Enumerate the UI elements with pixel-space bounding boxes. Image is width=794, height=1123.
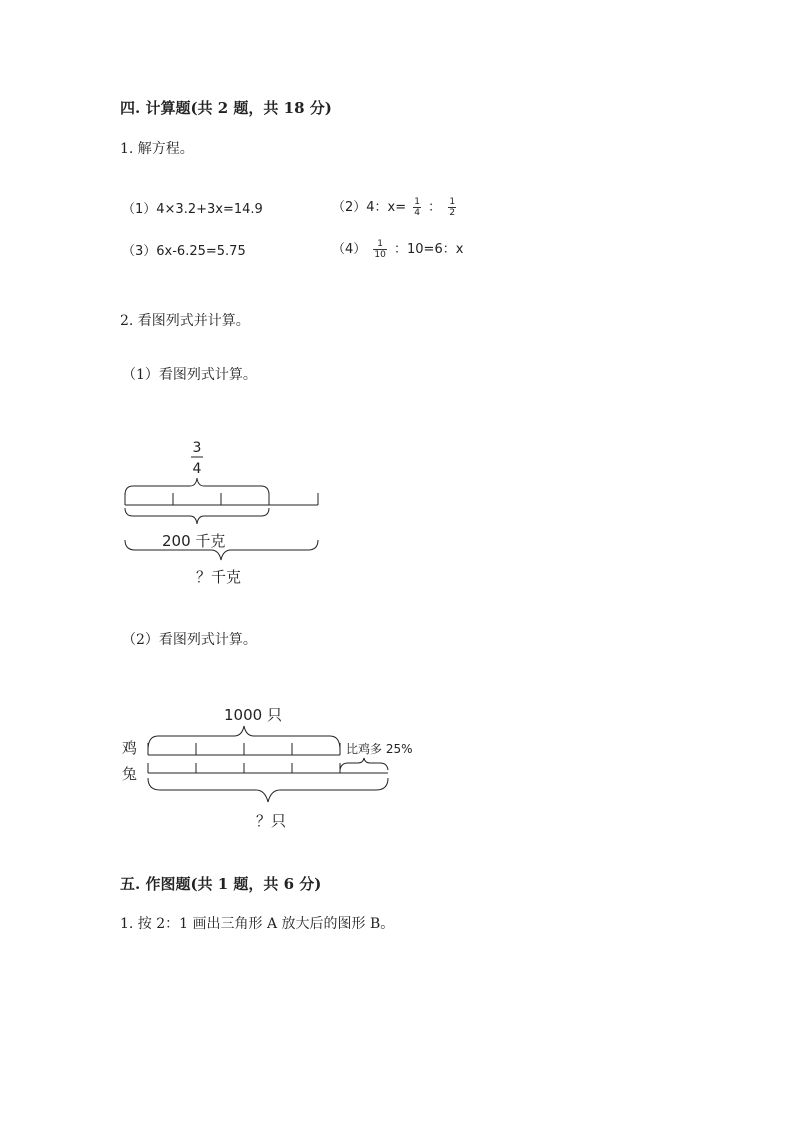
q2-sub1-title: （1）看图列式计算。: [122, 367, 257, 383]
diagram-2-extra-brace: [340, 758, 388, 770]
diagram-1-fraction-denominator: 4: [192, 461, 202, 477]
section4-title: 四. 计算题(共 2 题，共 18 分): [120, 99, 332, 117]
section5-q1: 1. 按 2：1 画出三角形 A 放大后的图形 B。: [120, 916, 395, 932]
diagram-1-fraction-numerator: 3: [192, 440, 202, 456]
fraction-numerator: 1: [414, 197, 421, 207]
equation-2-prefix: （2）4：x=: [332, 200, 407, 215]
equation-4-suffix: ：10=6：x: [394, 242, 464, 257]
diagram-2-bottom-brace: [148, 778, 388, 802]
diagram-1-label-unknown: ？千克: [196, 568, 242, 586]
equation-1: （1）4×3.2+3x=14.9: [122, 202, 263, 217]
q2-title: 2. 看图列式并计算。: [120, 313, 250, 329]
diagram-1-top-brace: [125, 478, 269, 495]
diagram-2-label-total: 1000 只: [224, 706, 282, 724]
section5-title: 五. 作图题(共 1 题，共 6 分): [120, 875, 322, 893]
q1-title: 1. 解方程。: [120, 141, 194, 157]
equation-4-prefix: （4）: [332, 242, 367, 257]
diagram-1-inner-brace: [125, 508, 269, 524]
equation-3: （3）6x-6.25=5.75: [122, 244, 246, 259]
diagram-2-label-unknown: ？只: [256, 812, 287, 830]
fraction-numerator: 1: [373, 239, 386, 250]
q2-sub2-title: （2）看图列式计算。: [122, 632, 257, 648]
fraction-denominator: 10: [374, 250, 386, 260]
diagram-2-label-chicken: 鸡: [122, 739, 138, 757]
equation-2-separator: ：: [428, 200, 442, 215]
diagram-2-label-more: 比鸡多 25%: [346, 742, 413, 756]
fraction-denominator: 2: [449, 208, 456, 218]
diagram-2-label-rabbit: 兔: [122, 765, 138, 783]
fraction-numerator: 1: [449, 197, 456, 207]
diagram-1-label-known: 200 千克: [162, 532, 226, 550]
fraction-denominator: 4: [414, 208, 421, 218]
